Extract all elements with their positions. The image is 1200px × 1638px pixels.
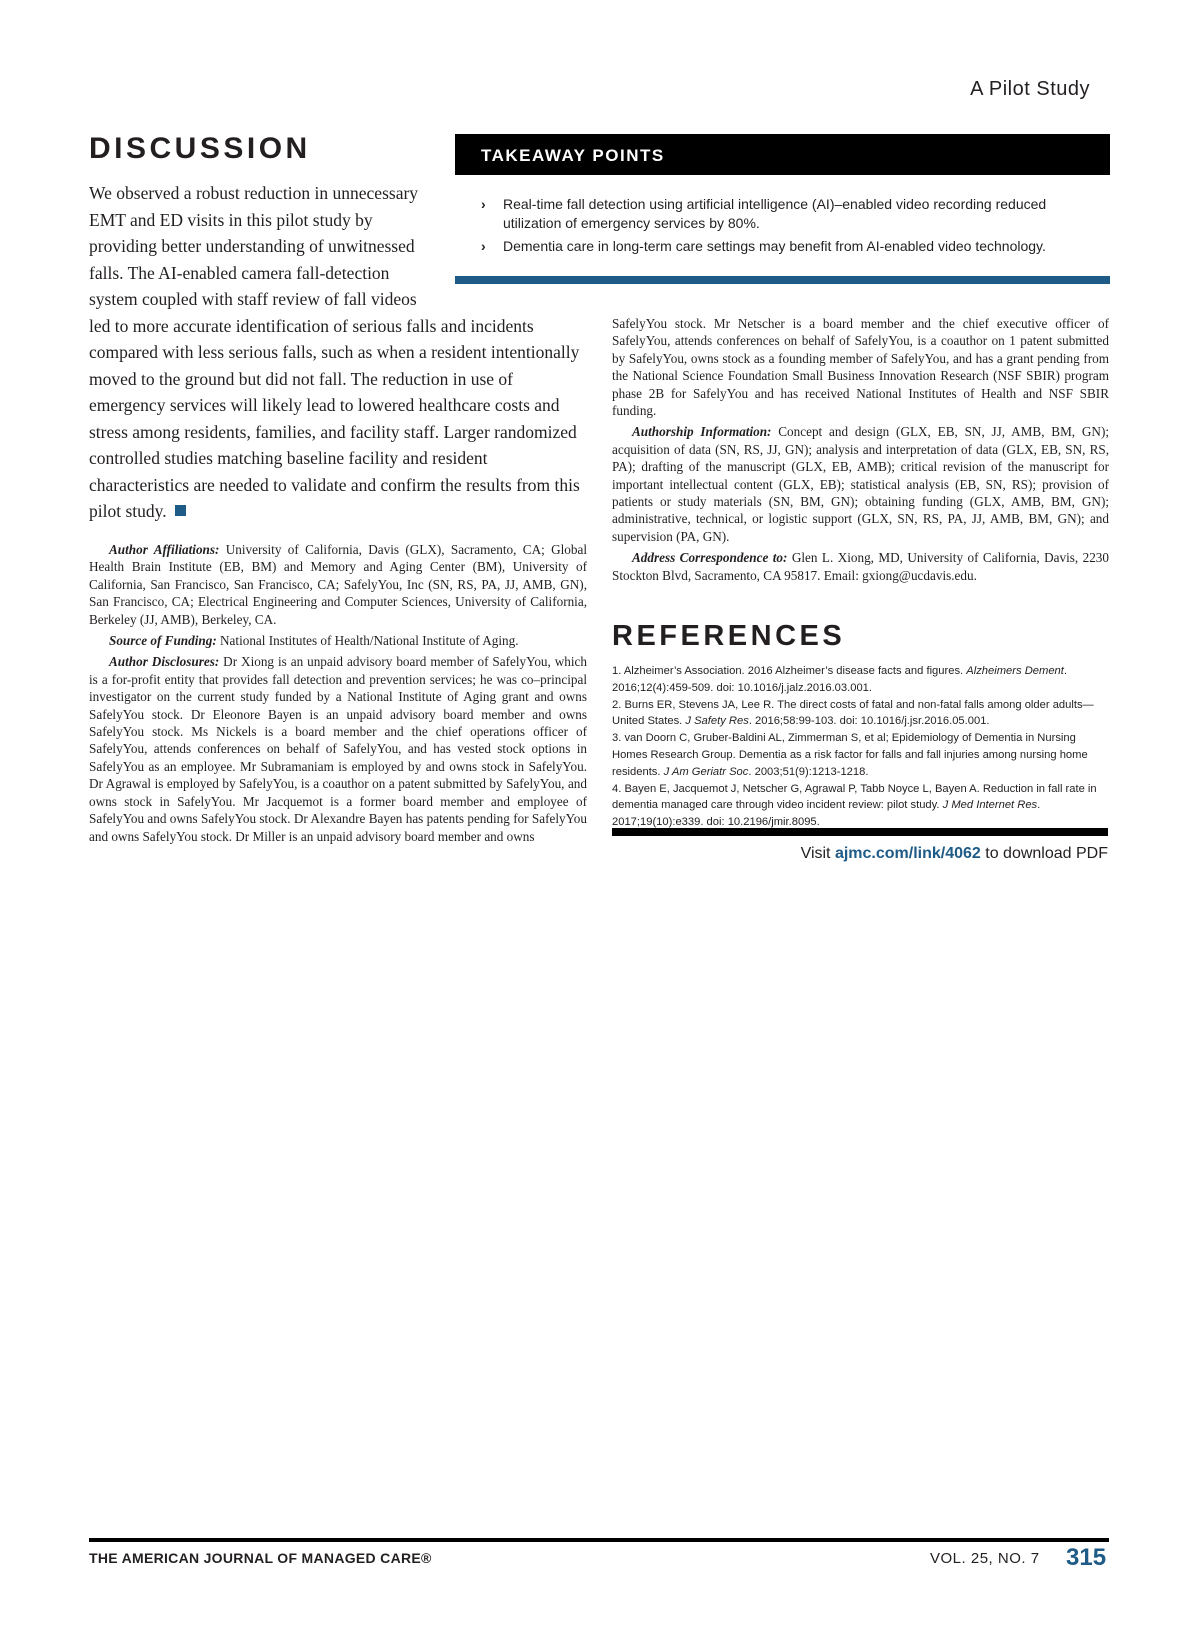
reference-text: 2. Burns ER, Stevens JA, Lee R. The direct costs of fatal and non-fatal falls among older adults—United States.: [612, 698, 1094, 728]
funding-label: Source of Funding:: [109, 633, 217, 649]
reference-citation: . 2003;51(9):1213-1218.: [748, 765, 869, 778]
discussion-text: We observed a robust reduction in unnecessary EMT and ED visits in this pilot study by providing better understanding of unwitnessed falls. The AI-enabled camera fall-detection system coupled with staff review of fall videos led to more accurate identification of serious falls and incidents compared with less serious falls, such as when a resident intentionally moved to the ground but did not fall. The reduction in use of emergency services will likely lead to lowered healthcare costs and stress among residents, families, and facility staff. Larger randomized controlled studies matching baseline facility and resident characteristics are needed to validate and confirm the results from this pilot study.: [89, 183, 580, 521]
authorship-label: Authorship Information:: [632, 424, 772, 440]
reference-journal: J Safety Res: [685, 715, 749, 728]
reference-text: 1. Alzheimer’s Association. 2016 Alzheimer’s disease facts and figures.: [612, 665, 967, 677]
correspondence-label: Address Correspondence to:: [632, 550, 788, 566]
author-disclosures: [89, 653, 587, 844]
chevron-right-icon: ›: [481, 196, 486, 212]
reference-text: 3. van Doorn C, Gruber-Baldini AL, Zimmerman S, et al; Epidemiology of Dementia in Nursing Homes Research Group. Dementia as a risk factor for falls and fall injuries among nursing home residents.: [612, 732, 1088, 778]
disclosures-text: Dr Xiong is an unpaid advisory board member of SafelyYou, which is a for-profit entity that provides fall detection and prevention services; he was co–principal investigator on the current study funded by a National Institute of Aging grant and owns SafelyYou stock. Dr Eleonore Bayen is an unpaid advisory board member and owns SafelyYou stock. Ms Nickels is a board member and the chief operations officer of SafelyYou, attends conferences on behalf of SafelyYou, and has vested stock options in SafelyYou as an employee. Mr Subramaniam is employed by and owns stock in SafelyYou. Dr Agrawal is employed by SafelyYou, is a coauthor on a patent submitted by SafelyYou, and owns stock in SafelyYou. Mr Jacquemot is a former board member and employee of SafelyYou and owns SafelyYou stock. Dr Alexandre Bayen has patents pending for SafelyYou and owns SafelyYou stock. Dr Miller is an unpaid advisory board member and owns: [89, 654, 587, 844]
reference-item: [612, 663, 1112, 697]
authorship-text: Concept and design (GLX, EB, SN, JJ, AMB, BM, GN); acquisition of data (SN, RS, JJ, GN); analysis and interpretation of data (GLX, EB, SN, RS, PA); drafting of the manuscript (GLX, EB, AMB); critical revision of the manuscript for important intellectual content (GLX, EB); statistical analysis (EB, SN, RS); provision of patients or study materials (SN, BM, GN); obtaining funding (GLX, AMB, BM, GN); administrative, technical, or logistic support (GLX, SN, RS, PA, JJ, AMB, BM, GN); and supervision (PA, GN).: [612, 424, 1110, 544]
address-correspondence: [612, 549, 1109, 584]
funding-text: National Institutes of Health/National Institute of Aging.: [216, 633, 519, 649]
pdf-link[interactable]: ajmc.com/link/4062: [834, 845, 981, 862]
discussion-body: [89, 180, 589, 525]
reference-item: [612, 781, 1112, 831]
reference-journal: J Med Internet Res: [942, 799, 1038, 812]
author-affiliations: [89, 541, 587, 628]
reference-item: [612, 730, 1112, 780]
running-head: A Pilot Study: [970, 78, 1090, 100]
takeaway-point-text: Real-time fall detection using artificial intelligence (AI)–enabled video recording reduced utilization of emergency services by 80%.: [503, 196, 1047, 231]
page-number: 315: [1066, 1544, 1107, 1571]
source-of-funding: [89, 632, 587, 649]
author-notes-left: [89, 541, 587, 849]
affiliations-text: University of California, Davis (GLX), Sacramento, CA; Global Health Brain Institute (EB, BM) and Memory and Aging Center (BM), University of California, San Francisco, San Francisco, CA; SafelyYou, Inc (SN, RS, PA, JJ, AMB, GN), San Francisco, CA; Electrical Engineering and Computer Sciences, University of California, Berkeley (JJ, AMB), Berkeley, CA.: [89, 542, 587, 627]
references-list: [612, 663, 1112, 831]
reference-text: 4. Bayen E, Jacquemot J, Netscher G, Agrawal P, Tabb Noyce L, Bayen A. Reduction in fall rate in dementia managed care through video incident review: pilot study.: [612, 782, 1097, 812]
references-rule: [612, 828, 1108, 836]
disclosures-label: Author Disclosures:: [109, 654, 220, 670]
footer-journal-title: THE AMERICAN JOURNAL OF MANAGED CARE®: [89, 1550, 432, 1566]
author-notes-right: [612, 315, 1109, 588]
wrap-spacer: [435, 180, 589, 310]
reference-citation: . 2016;58:99-103. doi: 10.1016/j.jsr.2016.05.001.: [748, 715, 990, 728]
reference-citation: . 2017;19(10):e339. doi: 10.2196/jmir.8095.: [612, 799, 1041, 829]
reference-citation: . 2016;12(4):459-509. doi: 10.1016/j.jalz.2016.03.001.: [612, 665, 1067, 694]
authorship-information: [612, 423, 1109, 545]
square-end-mark-icon: [175, 505, 186, 516]
visit-prefix: Visit: [800, 845, 835, 862]
reference-item: [612, 697, 1112, 731]
correspondence-text: Glen L. Xiong, MD, University of California, Davis, 2230 Stockton Blvd, Sacramento, CA 95817. Email: gxiong@ucdavis.edu.: [612, 550, 1109, 583]
reference-journal: Alzheimers Dement: [966, 665, 1064, 677]
visit-line: [801, 845, 1108, 863]
affiliations-label: Author Affiliations:: [109, 542, 220, 557]
takeaway-point-text: Dementia care in long-term care settings may benefit from AI-enabled video technology.: [503, 238, 1046, 254]
discussion-heading: DISCUSSION: [89, 132, 311, 165]
references-heading: REFERENCES: [612, 620, 846, 652]
chevron-right-icon: ›: [481, 238, 486, 254]
takeaway-heading: TAKEAWAY POINTS: [455, 134, 1110, 175]
reference-journal: J Am Geriatr Soc: [663, 765, 749, 778]
disclosures-continued: SafelyYou stock. Mr Netscher is a board member and the chief executive officer of SafelyYou, attends conferences on behalf of SafelyYou, is a coauthor on 1 patent submitted by SafelyYou, owns stock as a founding member of SafelyYou, and has a grant pending from the National Science Foundation Small Business Innovation Research (NSF SBIR) program phase 2B for SafelyYou and has received National Institutes of Health and NSF SBIR funding.: [612, 316, 1109, 419]
footer-volume: VOL. 25, NO. 7: [930, 1550, 1040, 1567]
visit-suffix: to download PDF: [980, 845, 1108, 862]
footer-rule: [89, 1538, 1109, 1542]
